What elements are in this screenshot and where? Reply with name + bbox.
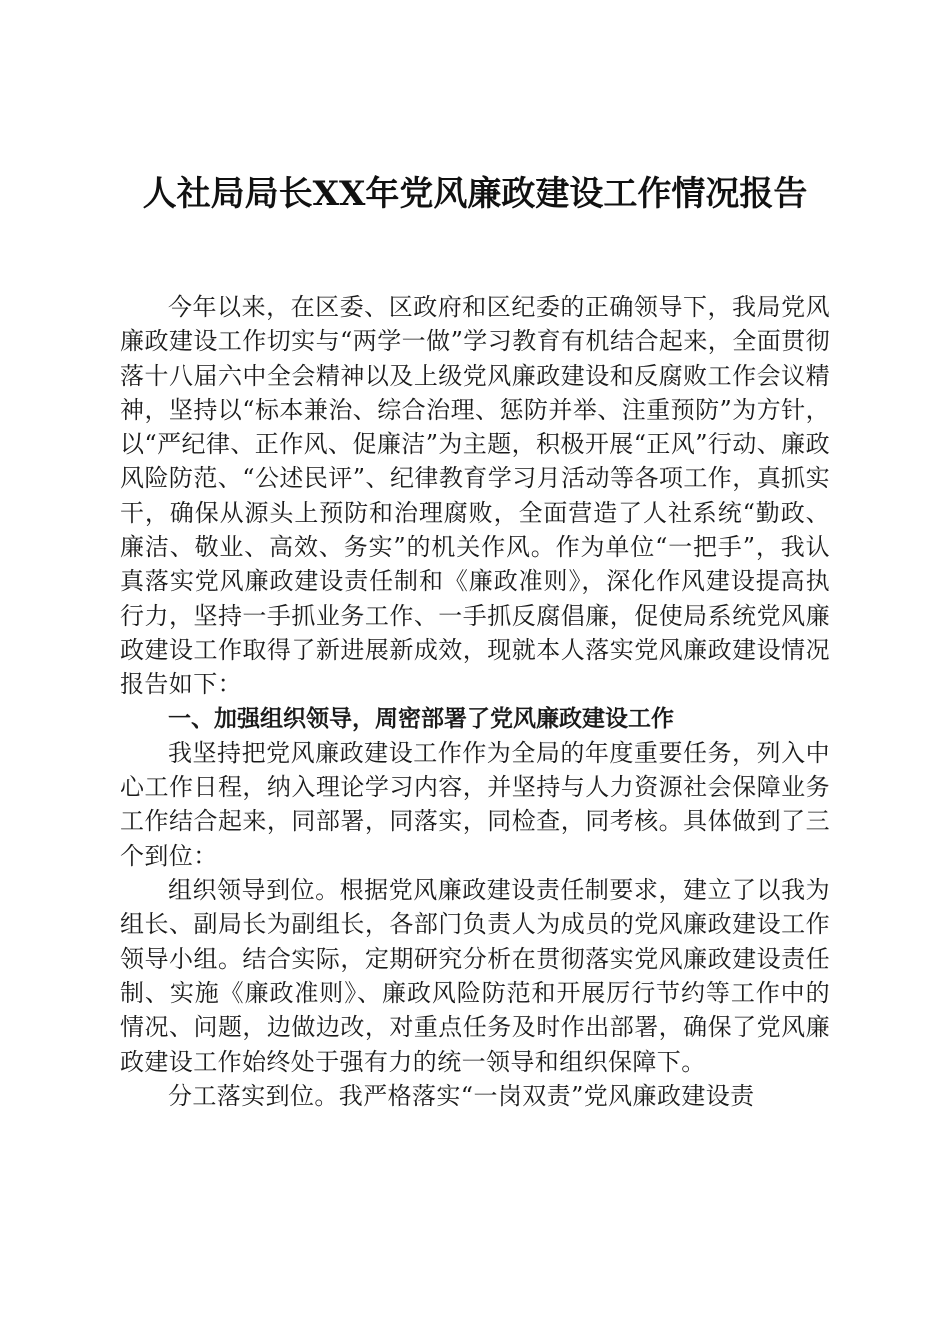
section-paragraph-1: 我坚持把党风廉政建设工作作为全局的年度重要任务，列入中心工作日程，纳入理论学习内容，并坚持与人力资源社会保障业务工作结合起来，同部署，同落实，同检查，同考核。具体做到了三个到位： bbox=[120, 738, 830, 870]
intro-paragraph: 今年以来，在区委、区政府和区纪委的正确领导下，我局党风廉政建设工作切实与“两学一做”学习教育有机结合起来，全面贯彻落十八届六中全会精神以及上级党风廉政建设和反腐败工作会议精神，坚持以“标本兼治、综合治理、惩防并举、注重预防”为方针，以“严纪律、正作风、促廉洁”为主题，积极开展“正风”行动、廉政风险防范、“公述民评”、纪律教育学习月活动等各项工作，真抓实干，确保从源头上预防和治理腐败，全面营造了人社系统“勤政、廉洁、敬业、高效、务实”的机关作风。作为单位“一把手”，我认真落实党风廉政建设责任制和《廉政准则》，深化作风建设提高执行力，坚持一手抓业务工作、一手抓反腐倡廉，促使局系统党风廉政建设工作取得了新进展新成效，现就本人落实党风廉政建设情况报告如下： bbox=[120, 293, 830, 699]
section-heading: 一、加强组织领导，周密部署了党风廉政建设工作 bbox=[168, 705, 674, 732]
section-paragraph-3: 分工落实到位。我严格落实“一岗双责”党风廉政建设责 bbox=[168, 1081, 755, 1110]
document-title: 人社局局长XX年党风廉政建设工作情况报告 bbox=[142, 174, 808, 214]
section-paragraph-2: 组织领导到位。根据党风廉政建设责任制要求，建立了以我为组长、副局长为副组长，各部门负责人为成员的党风廉政建设工作领导小组。结合实际，定期研究分析在贯彻落实党风廉政建设责任制、实施《廉政准则》、廉政风险防范和开展厉行节约等工作中的情况、问题，边做边改，对重点任务及时作出部署，确保了党风廉政建设工作始终处于强有力的统一领导和组织保障下。 bbox=[120, 876, 830, 1076]
document-body bbox=[120, 290, 830, 1113]
